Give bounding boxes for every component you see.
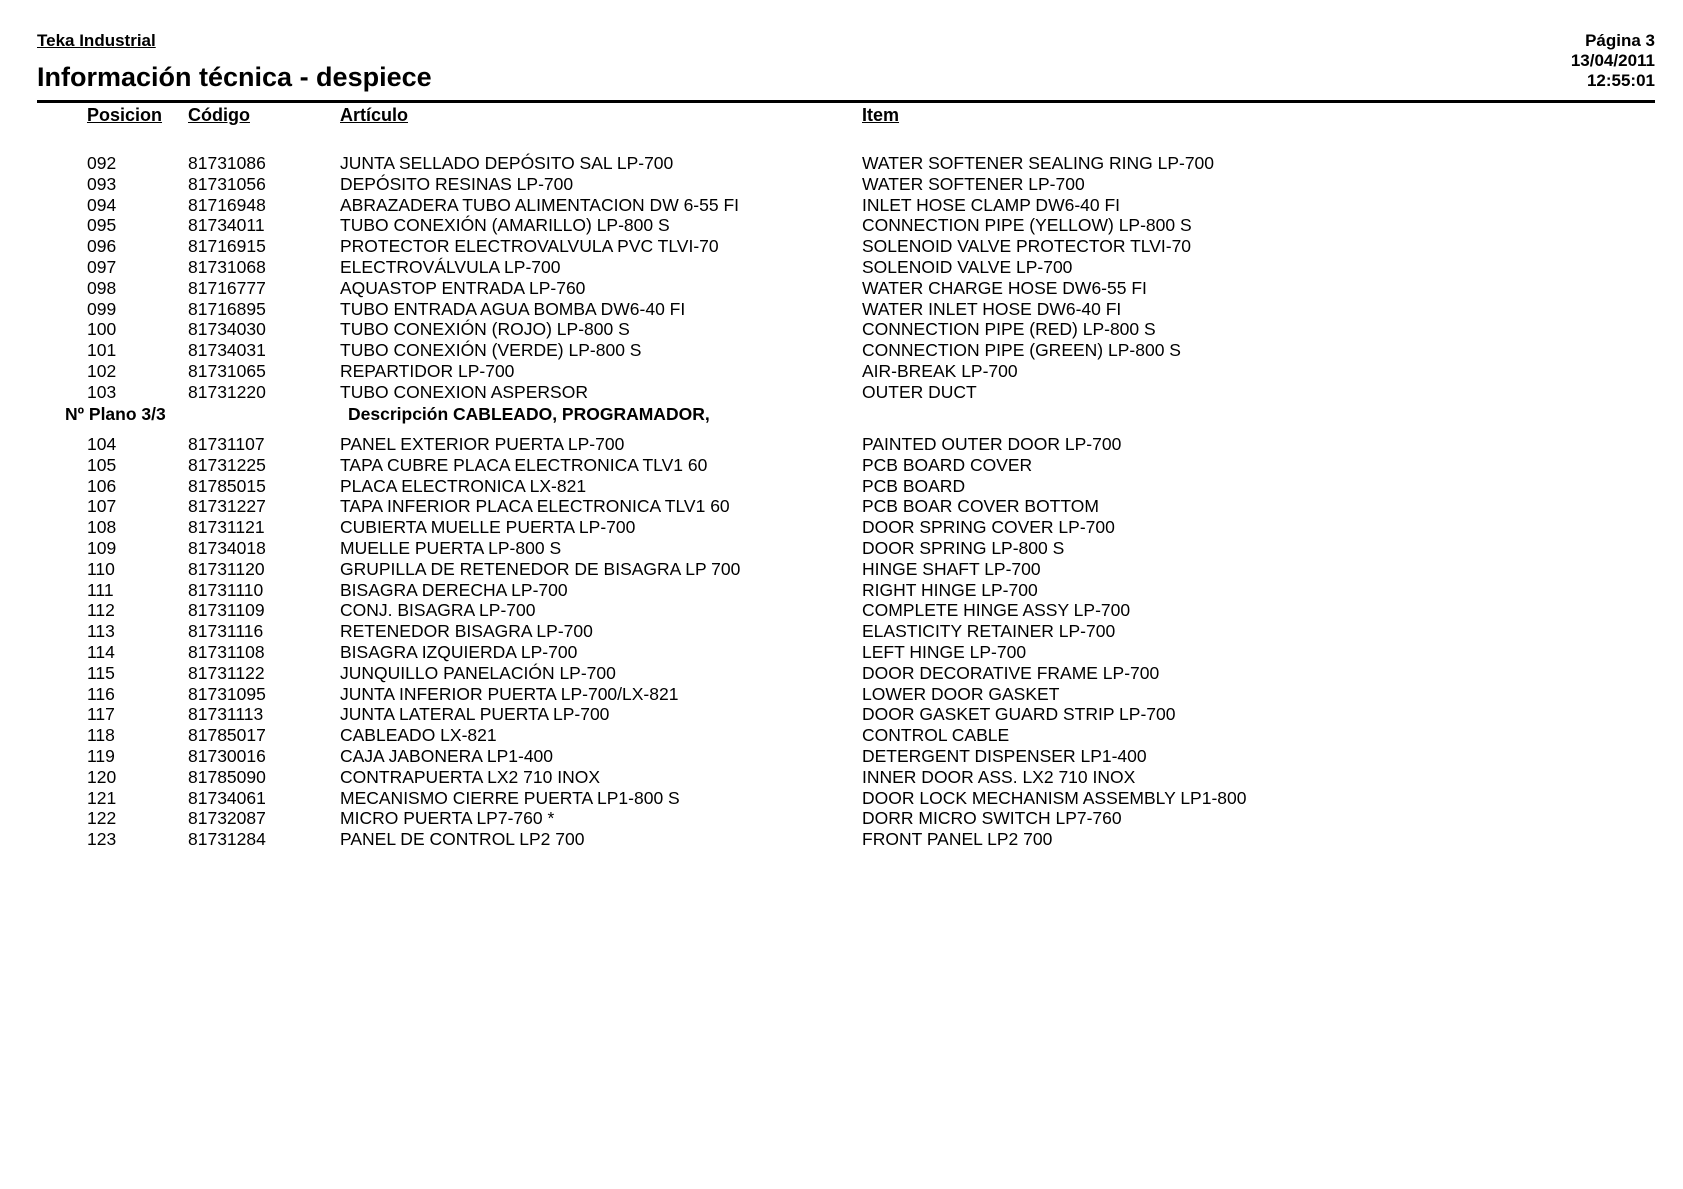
part-position: 116 — [87, 683, 115, 704]
part-code: 81731056 — [188, 173, 266, 194]
part-article: CABLEADO LX-821 — [340, 725, 497, 746]
part-article: DEPÓSITO RESINAS LP-700 — [340, 173, 574, 194]
part-code: 81731121 — [188, 517, 265, 538]
part-position: 123 — [87, 829, 117, 850]
part-article: TUBO CONEXIÓN (ROJO) LP-800 S — [340, 319, 630, 340]
table-row — [0, 829, 1683, 850]
part-position: 094 — [87, 194, 117, 215]
part-code: 81731113 — [188, 704, 264, 725]
part-article: ABRAZADERA TUBO ALIMENTACION DW 6-55 FI — [340, 194, 740, 215]
part-code: 81731109 — [188, 600, 265, 621]
part-article: TAPA INFERIOR PLACA ELECTRONICA TLV1 60 — [340, 496, 730, 517]
part-code: 81731116 — [188, 621, 264, 642]
column-header-pos: Posicion — [87, 105, 163, 125]
part-article: PANEL DE CONTROL LP2 700 — [340, 829, 585, 850]
table-row — [0, 621, 1683, 642]
part-article: CUBIERTA MUELLE PUERTA LP-700 — [340, 517, 636, 538]
part-position: 122 — [87, 808, 117, 829]
part-code: 81734011 — [188, 215, 265, 236]
part-item: DOOR DECORATIVE FRAME LP-700 — [862, 662, 1160, 683]
table-row — [0, 788, 1683, 809]
part-article: BISAGRA IZQUIERDA LP-700 — [340, 642, 578, 662]
part-article: CAJA JABONERA LP1-400 — [340, 746, 554, 766]
table-row — [0, 767, 1683, 788]
table-row — [0, 257, 1683, 278]
table-row — [0, 600, 1683, 621]
part-item: WATER CHARGE HOSE DW6-55 FI — [862, 277, 1147, 298]
part-code: 81716948 — [188, 194, 266, 215]
table-row — [0, 517, 1683, 538]
table-row — [0, 195, 1683, 216]
part-position: 095 — [87, 215, 117, 236]
table-row — [0, 319, 1683, 340]
part-position: 120 — [87, 766, 117, 787]
print-time: 12:55:01 — [1586, 71, 1655, 90]
table-row — [0, 174, 1683, 195]
part-article: TUBO CONEXIÓN (AMARILLO) LP-800 S — [340, 215, 670, 236]
page-number: Página 3 — [1585, 31, 1655, 50]
table-row — [0, 663, 1683, 684]
part-code: 81785090 — [188, 766, 266, 787]
part-article: PANEL EXTERIOR PUERTA LP-700 — [340, 434, 625, 454]
part-article: TAPA CUBRE PLACA ELECTRONICA TLV1 60 — [340, 454, 708, 475]
part-article: CONTRAPUERTA LX2 710 INOX — [340, 766, 600, 787]
part-article: REPARTIDOR LP-700 — [340, 361, 515, 381]
part-item: SOLENOID VALVE LP-700 — [862, 257, 1073, 277]
part-article: MUELLE PUERTA LP-800 S — [340, 538, 562, 558]
plano-label: Nº Plano 3/3 — [65, 404, 166, 424]
part-item: HINGE SHAFT LP-700 — [862, 558, 1041, 579]
part-code: 81731122 — [188, 662, 265, 683]
table-row — [0, 455, 1683, 476]
table-row — [0, 236, 1683, 257]
part-item: SOLENOID VALVE PROTECTOR TLVI-70 — [862, 236, 1192, 257]
table-row — [0, 808, 1683, 829]
part-position: 108 — [87, 517, 117, 538]
part-item: WATER INLET HOSE DW6-40 FI — [862, 298, 1122, 319]
part-article: MICRO PUERTA LP7-760 * — [340, 808, 555, 829]
table-row — [0, 496, 1683, 517]
part-article: TUBO CONEXION ASPERSOR — [340, 381, 588, 402]
part-item: PAINTED OUTER DOOR LP-700 — [862, 434, 1122, 454]
part-position: 112 — [87, 600, 115, 621]
part-position: 103 — [87, 381, 117, 402]
part-article: TUBO CONEXIÓN (VERDE) LP-800 S — [340, 340, 642, 361]
part-code: 81731086 — [188, 153, 266, 173]
part-item: ELASTICITY RETAINER LP-700 — [862, 621, 1116, 642]
part-code: 81716915 — [188, 236, 266, 257]
part-position: 105 — [87, 454, 117, 475]
part-item: DOOR SPRING COVER LP-700 — [862, 517, 1115, 538]
part-item: COMPLETE HINGE ASSY LP-700 — [862, 600, 1131, 621]
part-item: CONNECTION PIPE (GREEN) LP-800 S — [862, 340, 1181, 361]
part-code: 81731120 — [188, 558, 265, 579]
part-article: MECANISMO CIERRE PUERTA LP1-800 S — [340, 787, 680, 808]
table-row — [0, 746, 1683, 767]
part-position: 115 — [87, 662, 115, 683]
table-row — [0, 299, 1683, 320]
part-position: 101 — [87, 340, 117, 361]
part-item: CONNECTION PIPE (YELLOW) LP-800 S — [862, 215, 1192, 236]
part-item: PCB BOARD — [862, 475, 966, 496]
part-code: 81731108 — [188, 642, 265, 662]
part-item: INNER DOOR ASS. LX2 710 INOX — [862, 766, 1136, 787]
part-position: 107 — [87, 496, 117, 517]
part-code: 81785017 — [188, 725, 266, 746]
part-code: 81734061 — [188, 787, 266, 808]
part-article: CONJ. BISAGRA LP-700 — [340, 600, 536, 621]
part-item: DORR MICRO SWITCH LP7-760 — [862, 808, 1122, 829]
table-row — [0, 725, 1683, 746]
part-position: 118 — [87, 725, 115, 746]
part-item: CONNECTION PIPE (RED) LP-800 S — [862, 319, 1156, 340]
part-code: 81732087 — [188, 808, 266, 829]
table-row — [0, 434, 1683, 455]
part-position: 104 — [87, 434, 117, 454]
part-code: 81731227 — [188, 496, 266, 517]
part-code: 81716895 — [188, 298, 266, 319]
part-item: FRONT PANEL LP2 700 — [862, 829, 1053, 850]
part-position: 121 — [87, 787, 117, 808]
plano-description: Descripción CABLEADO, PROGRAMADOR, — [348, 404, 710, 424]
part-code: 81731110 — [188, 579, 264, 600]
part-item: DOOR SPRING LP-800 S — [862, 538, 1065, 558]
part-article: AQUASTOP ENTRADA LP-760 — [340, 277, 586, 298]
part-code: 81734030 — [188, 319, 266, 340]
part-item: CONTROL CABLE — [862, 725, 1010, 746]
page-meta — [1571, 31, 1655, 91]
part-article: GRUPILLA DE RETENEDOR DE BISAGRA LP 700 — [340, 558, 741, 579]
part-article: JUNTA INFERIOR PUERTA LP-700/LX-821 — [340, 683, 679, 704]
part-code: 81730016 — [188, 746, 266, 766]
part-code: 81731065 — [188, 361, 266, 381]
column-header-item: Item — [862, 105, 900, 125]
part-article: BISAGRA DERECHA LP-700 — [340, 579, 568, 600]
part-code: 81731284 — [188, 829, 266, 850]
table-row — [0, 476, 1683, 497]
part-position: 097 — [87, 257, 117, 277]
table-row — [0, 559, 1683, 580]
plano-section-header — [0, 403, 1683, 425]
part-code: 81731220 — [188, 381, 266, 402]
part-article: JUNTA SELLADO DEPÓSITO SAL LP-700 — [340, 153, 674, 173]
part-position: 099 — [87, 298, 117, 319]
part-code: 81731095 — [188, 683, 266, 704]
part-article: JUNQUILLO PANELACIÓN LP-700 — [340, 662, 616, 683]
part-position: 093 — [87, 173, 117, 194]
part-article: ELECTROVÁLVULA LP-700 — [340, 257, 561, 277]
part-article: JUNTA LATERAL PUERTA LP-700 — [340, 704, 610, 725]
part-article: PLACA ELECTRONICA LX-821 — [340, 475, 587, 496]
table-row — [0, 340, 1683, 361]
part-position: 119 — [87, 746, 115, 766]
part-position: 109 — [87, 538, 117, 558]
part-position: 117 — [87, 704, 115, 725]
part-code: 81731225 — [188, 454, 266, 475]
part-position: 096 — [87, 236, 117, 257]
part-item: PCB BOAR COVER BOTTOM — [862, 496, 1099, 517]
part-position: 114 — [87, 642, 115, 662]
print-date: 13/04/2011 — [1570, 51, 1655, 70]
table-row — [0, 684, 1683, 705]
part-position: 113 — [87, 621, 115, 642]
part-item: LOWER DOOR GASKET — [862, 683, 1060, 704]
table-row — [0, 704, 1683, 725]
part-article: TUBO ENTRADA AGUA BOMBA DW6-40 FI — [340, 298, 686, 319]
part-position: 102 — [87, 361, 117, 381]
document-title: Información técnica - despiece — [37, 62, 432, 92]
column-header-code: Código — [188, 105, 250, 125]
part-position: 092 — [87, 153, 117, 173]
part-item: PCB BOARD COVER — [862, 454, 1033, 475]
part-code: 81785015 — [188, 475, 266, 496]
part-code: 81734018 — [188, 538, 266, 558]
part-item: RIGHT HINGE LP-700 — [862, 579, 1038, 600]
part-article: PROTECTOR ELECTROVALVULA PVC TLVI-70 — [340, 236, 719, 257]
column-header-article: Artículo — [340, 105, 409, 125]
part-item: LEFT HINGE LP-700 — [862, 642, 1027, 662]
part-item: DETERGENT DISPENSER LP1-400 — [862, 746, 1147, 766]
part-item: AIR-BREAK LP-700 — [862, 361, 1018, 381]
table-row — [0, 215, 1683, 236]
part-code: 81734031 — [188, 340, 266, 361]
table-row — [0, 580, 1683, 601]
table-row — [0, 642, 1683, 663]
table-row — [0, 278, 1683, 299]
part-item: DOOR GASKET GUARD STRIP LP-700 — [862, 704, 1176, 725]
table-row — [0, 361, 1683, 382]
part-item: WATER SOFTENER SEALING RING LP-700 — [862, 153, 1215, 173]
part-position: 106 — [87, 475, 117, 496]
part-item: DOOR LOCK MECHANISM ASSEMBLY LP1-800 — [862, 787, 1247, 808]
part-code: 81716777 — [188, 277, 266, 298]
part-item: INLET HOSE CLAMP DW6-40 FI — [862, 194, 1121, 215]
header-divider — [37, 100, 1655, 103]
part-item: OUTER DUCT — [862, 381, 977, 402]
table-row — [0, 538, 1683, 559]
company-name: Teka Industrial — [37, 31, 156, 50]
part-position: 098 — [87, 277, 117, 298]
part-code: 81731068 — [188, 257, 266, 277]
part-position: 111 — [87, 579, 114, 600]
table-row — [0, 382, 1683, 403]
part-item: WATER SOFTENER LP-700 — [862, 173, 1085, 194]
part-position: 110 — [87, 558, 115, 579]
part-code: 81731107 — [188, 434, 265, 454]
part-article: RETENEDOR BISAGRA LP-700 — [340, 621, 593, 642]
table-row — [0, 153, 1683, 174]
part-position: 100 — [87, 319, 117, 340]
